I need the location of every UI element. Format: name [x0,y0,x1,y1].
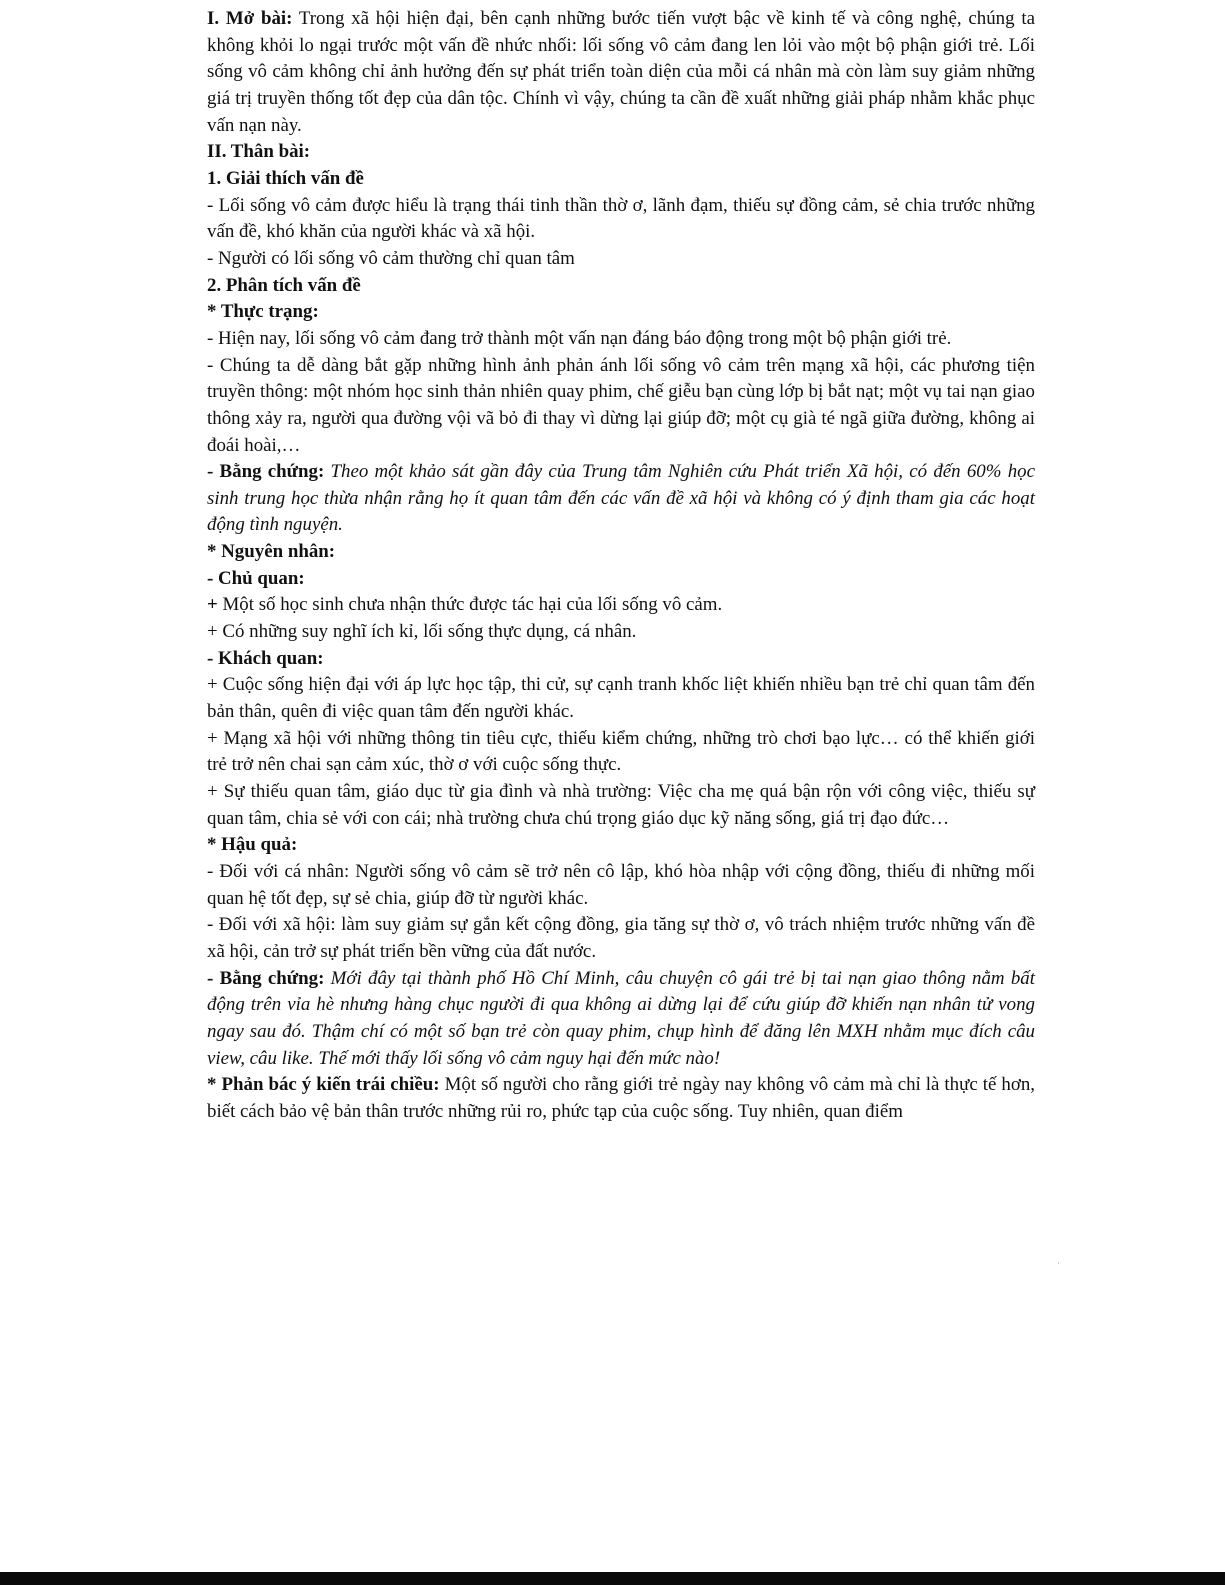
consequences-evidence-text: Mới đây tại thành phố Hồ Chí Minh, câu chuyện cô gái trẻ bị tai nạn giao thông nằm bất động trên vỉa hè nhưng hàng chục người đi qua không ai dừng lại để cứu giúp đỡ khiến nạn nhân tử vong ngay sau đó. Thậm chí có một số bạn trẻ còn quay phim, chụp hình để đăng lên MXH nhằm mục đích câu view, câu like. Thế mới thấy lối sống vô cảm nguy hại đến mức nào! [207,967,1035,1069]
consequences-paragraph-2: - Đối với xã hội: làm suy giảm sự gắn kết cộng đồng, gia tăng sự thờ ơ, vô trách nhiệm trước những vấn đề xã hội, cản trở sự phát triển bền vững của đất nước. [207,914,1035,962]
analysis-heading: 2. Phân tích vấn đề [207,274,361,296]
objective-item-1: + Cuộc sống hiện đại với áp lực học tập, thi cử, sự cạnh tranh khốc liệt khiến nhiều bạn trẻ chỉ quan tâm đến bản thân, quên đi việc quan tâm đến người khác. [207,674,1035,723]
consequences-evidence-label: - Bằng chứng: [207,967,325,989]
intro-text: Trong xã hội hiện đại, bên cạnh những bước tiến vượt bậc về kinh tế và công nghệ, chúng ta không khỏi lo ngại trước một vấn đề nhức nhối: lối sống vô cảm đang len lỏi vào một bộ phận giới trẻ. Lối sống vô cảm không chỉ ảnh hưởng đến sự phát triển toàn diện của mỗi cá nhân mà còn làm suy giảm những giá trị truyền thống tốt đẹp của dân tộc. Chính vì vậy, chúng ta cần đề xuất những giải pháp nhằm khắc phục vấn nạn này. [207,8,1035,136]
intro-heading: I. Mở bài: [207,8,293,29]
consequences-paragraph-1: - Đối với cá nhân: Người sống vô cảm sẽ trở nên cô lập, khó hòa nhập với cộng đồng, thiếu đi những mối quan hệ tốt đẹp, sự sẻ chia, giúp đỡ từ người khác. [207,861,1035,909]
status-paragraph-1: - Hiện nay, lối sống vô cảm đang trở thành một vấn nạn đáng báo động trong một bộ phận giới trẻ. [207,327,952,349]
explain-paragraph-2: - Người có lối sống vô cảm thường chỉ quan tâm [207,247,575,269]
objective-heading: - Khách quan: [207,647,324,669]
subjective-item-1-text: Một số học sinh chưa nhận thức được tác hại của lối sống vô cảm. [217,594,723,616]
objective-item-3: + Sự thiếu quan tâm, giáo dục từ gia đình và nhà trường: Việc cha mẹ quá bận rộn với công việc, thiếu sự quan tâm, chia sẻ với con cái; nhà trường chưa chú trọng giáo dục kỹ năng sống, giá trị đạo đức… [207,781,1035,829]
consequences-evidence [207,966,1035,1073]
counter-argument-paragraph [207,1072,1035,1125]
body-heading: II. Thân bài: [207,141,311,163]
explain-heading: 1. Giải thích vấn đề [207,167,364,189]
subjective-heading: - Chủ quan: [207,567,305,589]
intro-paragraph [207,6,1035,139]
consequences-heading: * Hậu quả: [207,834,298,856]
page-bottom-border [0,1572,1225,1585]
scan-speck [1058,1262,1059,1264]
counter-argument-text: Một số người cho rằng giới trẻ ngày nay không vô cảm mà chỉ là thực tế hơn, biết cách bảo vệ bản thân trước những rủi ro, phức tạp của cuộc sống. Tuy nhiên, quan điểm [207,1074,1035,1122]
status-heading: * Thực trạng: [207,301,319,323]
counter-argument-heading: * Phản bác ý kiến trái chiều: [207,1074,440,1096]
status-evidence [207,459,1035,539]
objective-item-2: + Mạng xã hội với những thông tin tiêu cực, thiếu kiểm chứng, những trò chơi bạo lực… có thể khiến giới trẻ trở nên chai sạn cảm xúc, thờ ơ với cuộc sống thực. [207,727,1035,776]
subjective-item-1-marker: + [207,594,218,616]
subjective-item-2: + Có những suy nghĩ ích kỉ, lối sống thực dụng, cá nhân. [207,621,637,643]
status-paragraph-2: - Chúng ta dễ dàng bắt gặp những hình ảnh phản ánh lối sống vô cảm trên mạng xã hội, các phương tiện truyền thông: một nhóm học sinh thản nhiên quay phim, chế giễu bạn cùng lớp bị bắt nạt; một vụ tai nạn giao thông xảy ra, người qua đường vội vã bỏ đi thay vì dừng lại giúp đỡ; một cụ già té ngã giữa đường, không ai đoái hoài,… [207,354,1035,456]
document-page [207,6,1035,1126]
explain-paragraph-1: - Lối sống vô cảm được hiểu là trạng thái tinh thần thờ ơ, lãnh đạm, thiếu sự đồng cảm, sẻ chia trước những vấn đề, khó khăn của người khác và xã hội. [207,194,1035,243]
status-evidence-text: Theo một khảo sát gần đây của Trung tâm Nghiên cứu Phát triển Xã hội, có đến 60% học sinh trung học thừa nhận rằng họ ít quan tâm đến các vấn đề xã hội và không có ý định tham gia các hoạt động tình nguyện. [207,461,1036,536]
subjective-item-1 [207,592,1035,619]
status-evidence-label: - Bằng chứng: [207,461,325,483]
causes-heading: * Nguyên nhân: [207,541,336,563]
